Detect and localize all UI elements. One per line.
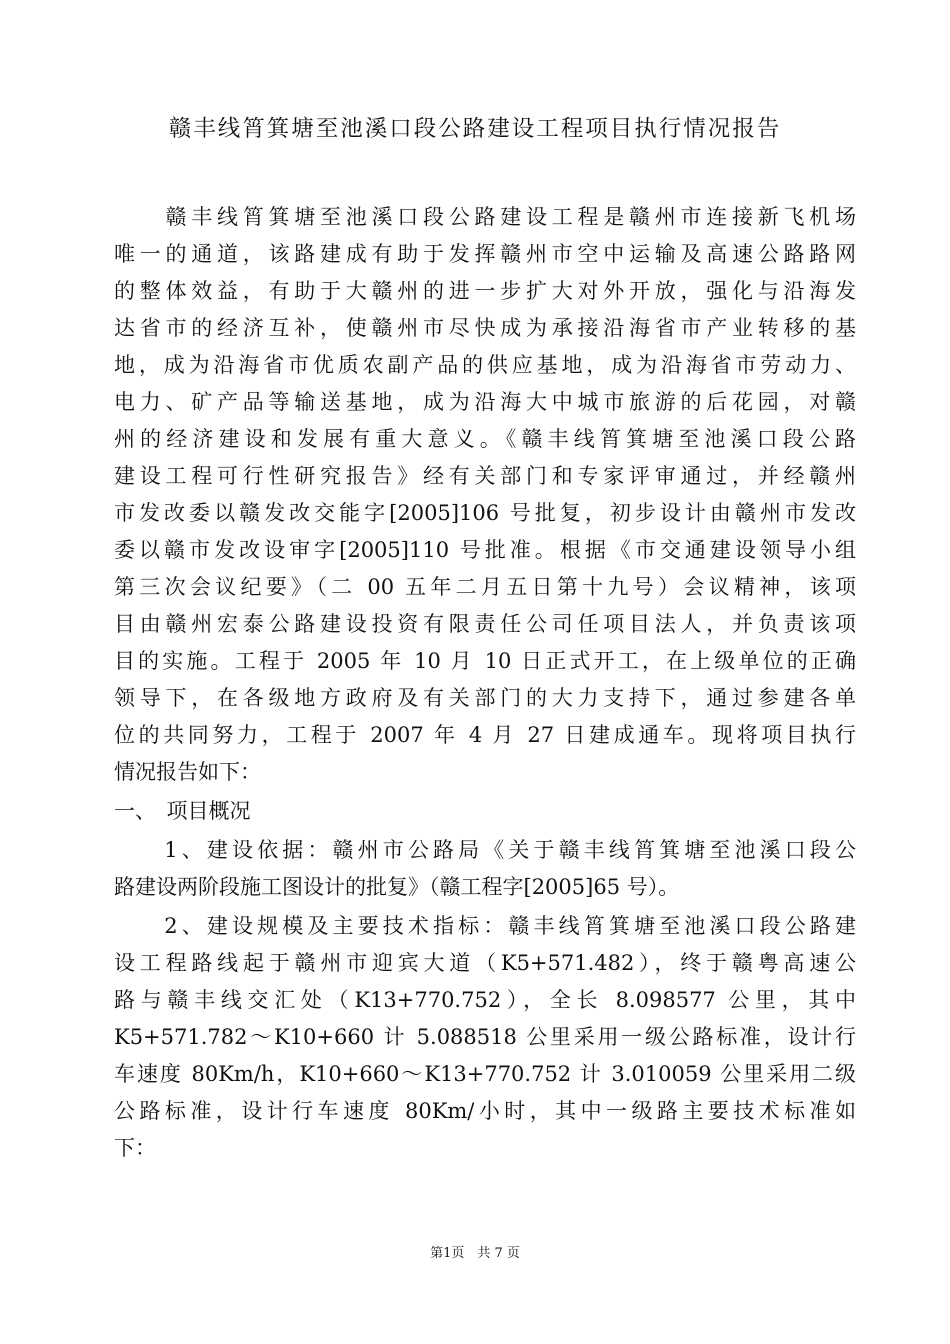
body-line: K5+571.782～K10+660 计 5.088518 公里采用一级公路标准，设计行 (114, 1025, 856, 1049)
body-line: 赣丰线筲箕塘至池溪口段公路建设工程是赣州市连接新飞机场 (114, 205, 856, 229)
page-footer: 第1页 共 7 页 (430, 1246, 520, 1261)
body-line: 目的实施。工程于 2005 年 10 月 10 日正式开工，在上级单位的正确 (114, 649, 856, 673)
body-line: 达省市的经济互补，使赣州市尽快成为承接沿海省市产业转移的基 (114, 316, 856, 340)
body-line: 电力、矿产品等输送基地，成为沿海大中城市旅游的后花园，对赣 (114, 390, 856, 414)
body-line: 唯一的通道，该路建成有助于发挥赣州市空中运输及高速公路路网 (114, 242, 856, 266)
body-line: 的整体效益，有助于大赣州的进一步扩大对外开放，强化与沿海发 (114, 279, 856, 303)
body-line: 位的共同努力，工程于 2007 年 4 月 27 日建成通车。现将项目执行 (114, 723, 856, 747)
body-line: 路与赣丰线交汇处（K13+770.752），全长 8.098577 公里，其中 (114, 988, 856, 1012)
body-line: 车速度 80Km/h，K10+660～K13+770.752 计 3.010059 公里采用二级 (114, 1062, 856, 1086)
body-line: 第三次会议纪要》（二 00 五年二月五日第十九号）会议精神，该项 (114, 575, 856, 599)
body-line: 公路标准，设计行车速度 80Km/小时，其中一级路主要技术标准如 (114, 1099, 856, 1123)
body-line: 设工程路线起于赣州市迎宾大道（K5+571.482），终于赣粤高速公 (114, 951, 856, 975)
section-heading: 一、 项目概况 (114, 799, 251, 823)
body-line: 下： (114, 1136, 156, 1160)
body-line: 委以赣市发改设审字[2005]110 号批准。根据《市交通建设领导小组 (114, 538, 856, 562)
body-line: 州的经济建设和发展有重大意义。《赣丰线筲箕塘至池溪口段公路 (114, 427, 856, 451)
body-line: 市发改委以赣发改交能字[2005]106 号批复，初步设计由赣州市发改 (114, 501, 856, 525)
body-line: 地，成为沿海省市优质农副产品的供应基地，成为沿海省市劳动力、 (114, 353, 856, 377)
body-line: 1、建设依据：赣州市公路局《关于赣丰线筲箕塘至池溪口段公 (114, 838, 856, 862)
body-line: 领导下，在各级地方政府及有关部门的大力支持下，通过参建各单 (114, 686, 856, 710)
body-line: 建设工程可行性研究报告》经有关部门和专家评审通过，并经赣州 (114, 464, 856, 488)
body-line: 2、建设规模及主要技术指标：赣丰线筲箕塘至池溪口段公路建 (114, 914, 856, 938)
body-line: 情况报告如下： (114, 760, 261, 784)
document-title: 赣丰线筲箕塘至池溪口段公路建设工程项目执行情况报告 (168, 116, 782, 142)
body-line: 路建设两阶段施工图设计的批复》（赣工程字[2005]65 号）。 (114, 875, 680, 899)
body-line: 目由赣州宏泰公路建设投资有限责任公司任项目法人，并负责该项 (114, 612, 856, 636)
